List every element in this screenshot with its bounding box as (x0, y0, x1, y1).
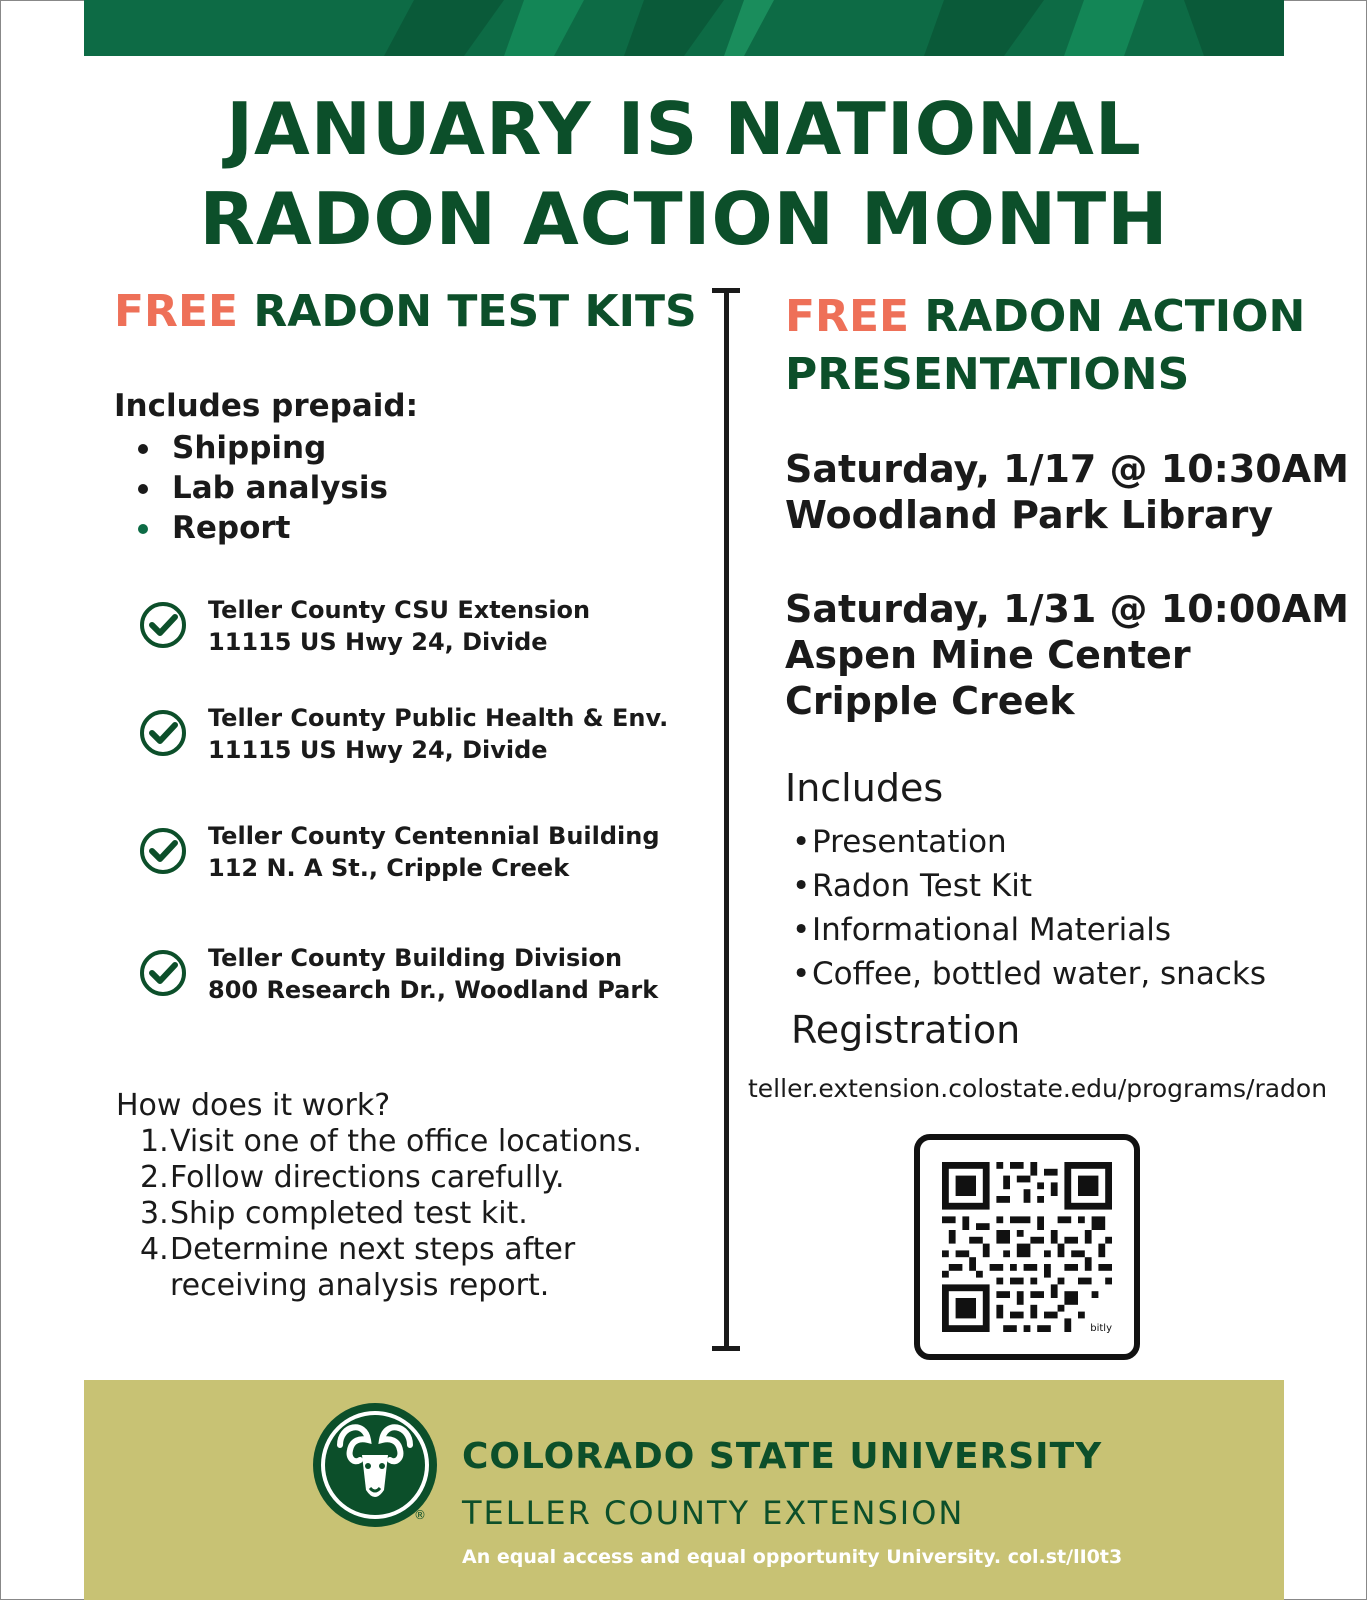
column-divider (724, 290, 729, 1350)
step-number: 4. (140, 1232, 169, 1267)
list-item (140, 1232, 610, 1304)
location-address: 11115 US Hwy 24, Divide (208, 736, 548, 764)
free-label: FREE (114, 286, 239, 337)
how-it-works-label: How does it work? (116, 1088, 391, 1123)
step-text: Determine next steps after receiving analysis report. (170, 1232, 576, 1303)
free-label: FREE (785, 291, 910, 342)
event-item (785, 446, 1349, 538)
bullet-icon (138, 444, 148, 454)
steps-list (140, 1124, 690, 1304)
registration-label: Registration (791, 1008, 1021, 1052)
list-item (134, 508, 388, 548)
location-address: 800 Research Dr., Woodland Park (208, 976, 659, 1004)
top-banner (84, 0, 1284, 56)
qr-brand-label: bitly (1090, 1323, 1112, 1334)
list-item (140, 1124, 690, 1160)
presentations-heading-text: RADON ACTION PRESENTATIONS (785, 291, 1306, 400)
check-circle-icon (138, 948, 188, 998)
list-item-label: Report (172, 510, 291, 546)
step-text: Visit one of the office locations. (170, 1124, 643, 1159)
bullet-icon (138, 524, 148, 534)
university-name: COLORADO STATE UNIVERSITY (462, 1436, 1103, 1477)
step-number: 2. (140, 1160, 169, 1195)
includes-label: Includes (785, 766, 944, 810)
event-item (785, 586, 1349, 724)
check-circle-icon (138, 708, 188, 758)
list-item (792, 908, 1266, 952)
list-item (792, 864, 1266, 908)
event-date: Saturday, 1/17 @ 10:30AM (785, 447, 1349, 491)
list-item (792, 820, 1266, 864)
step-text: Follow directions carefully. (170, 1160, 565, 1195)
list-item (140, 1196, 690, 1232)
qr-code-icon (942, 1162, 1112, 1332)
presentations-heading (785, 288, 1345, 404)
includes-prepaid-label: Includes prepaid: (114, 388, 418, 424)
list-item-label: Informational Materials (812, 912, 1171, 948)
list-item-label: Radon Test Kit (812, 868, 1032, 904)
bullet-icon: • (792, 824, 811, 860)
location-name: Teller County Centennial Building (208, 822, 660, 850)
list-item (792, 952, 1266, 996)
registration-link[interactable]: teller.extension.colostate.edu/programs/radon (748, 1074, 1328, 1103)
location-name: Teller County CSU Extension (208, 596, 591, 624)
bullet-icon: • (792, 868, 811, 904)
event-city: Cripple Creek (785, 679, 1075, 723)
list-item-label: Coffee, bottled water, snacks (812, 956, 1266, 992)
list-item-label: Presentation (812, 824, 1007, 860)
location-address: 11115 US Hwy 24, Divide (208, 628, 548, 656)
test-kits-heading (114, 286, 697, 337)
divider-cap-top (712, 288, 740, 293)
location-address: 112 N. A St., Cripple Creek (208, 854, 570, 882)
step-number: 1. (140, 1124, 169, 1159)
list-item (134, 428, 388, 468)
check-circle-icon (138, 600, 188, 650)
step-text: Ship completed test kit. (170, 1196, 528, 1231)
location-name: Teller County Building Division (208, 944, 623, 972)
divider-cap-bottom (712, 1346, 740, 1351)
location-name: Teller County Public Health & Env. (208, 704, 669, 732)
registered-mark: ® (414, 1508, 426, 1522)
check-circle-icon (138, 826, 188, 876)
list-item-label: Shipping (172, 430, 327, 466)
bullet-icon: • (792, 912, 811, 948)
equal-access-statement: An equal access and equal opportunity University. col.st/lI0t3 (462, 1546, 1123, 1568)
list-item (140, 1160, 690, 1196)
qr-code[interactable] (914, 1134, 1140, 1360)
prepaid-list (134, 428, 388, 548)
page-title (84, 84, 1284, 264)
event-venue: Woodland Park Library (785, 493, 1274, 537)
bullet-icon: • (792, 956, 811, 992)
step-number: 3. (140, 1196, 169, 1231)
list-item-label: Lab analysis (172, 470, 388, 506)
event-venue: Aspen Mine Center (785, 633, 1191, 677)
title-line-1: JANUARY IS NATIONAL (226, 87, 1142, 171)
extension-name: TELLER COUNTY EXTENSION (462, 1494, 965, 1532)
event-date: Saturday, 1/31 @ 10:00AM (785, 587, 1349, 631)
title-line-2: RADON ACTION MONTH (199, 177, 1169, 261)
bullet-icon (138, 484, 148, 494)
footer (84, 1380, 1284, 1600)
list-item (134, 468, 388, 508)
test-kits-heading-text: RADON TEST KITS (253, 286, 697, 337)
includes-list (792, 820, 1266, 996)
